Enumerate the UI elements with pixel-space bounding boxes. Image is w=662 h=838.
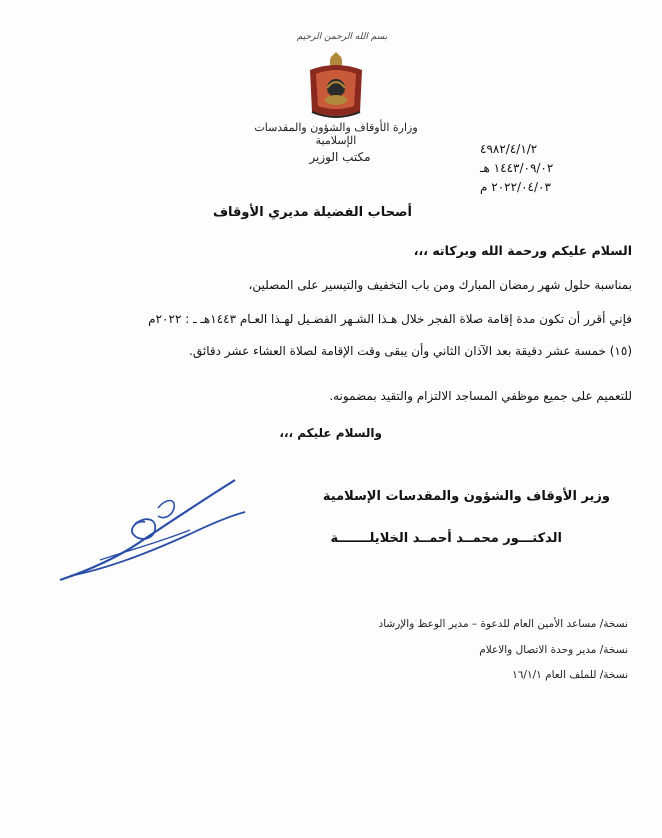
copy-line: نسخة/ للملف العام ١٦/١/١ (512, 669, 628, 681)
hijri-date: ١٤٤٣/٠٩/٠٢ هـ (480, 161, 554, 175)
paragraph-occasion: بمناسبة حلول شهر رمضان المبارك ومن باب التخفيف والتيسير على المصلين، (248, 278, 632, 292)
signatory-name: الدكتـــور محمــد أحمــد الخلايلـــــــة (330, 531, 562, 546)
copy-line: نسخة/ مدير وحدة الاتصال والاعلام (479, 644, 628, 656)
copy-line: نسخة/ مساعد الأمين العام للدعوة – مدير الوعظ والإرشاد (378, 618, 628, 630)
bismillah-header: بسم الله الرحمن الرحيم (296, 32, 388, 42)
paragraph-decision-line2: (١٥) خمسة عشر دقيقة بعد الآذان الثاني وأن يبقى وقت الإقامة لصلاة العشاء عشر دقائق. (189, 344, 632, 358)
closing-salutation: والسلام عليكم ،،، (279, 426, 382, 440)
greeting: السلام عليكم ورحمة الله وبركاته ،،، (413, 243, 632, 258)
paragraph-decision-line1: فإني أقرر أن تكون مدة إقامة صلاة الفجر خلال هـذا الشـهر الفضـيل لهـذا العـام ١٤٤٣هـ ـ : ٢٠٢٢م (148, 312, 632, 326)
handwritten-signature (40, 472, 260, 587)
addressee: أصحاب الفضيلة مديري الأوقاف (212, 205, 412, 220)
jordan-coat-of-arms-icon (300, 48, 372, 122)
reference-block (480, 140, 580, 197)
ministry-name: وزارة الأوقاف والشؤون والمقدسات الإسلامية (254, 121, 418, 147)
office-name: مكتب الوزير (309, 150, 371, 164)
gregorian-date: ٢٠٢٢/٠٤/٠٣ م (480, 180, 551, 194)
reference-number: ٤٩٨٢/٤/١/٢ (480, 142, 538, 156)
paragraph-circulation: للتعميم على جميع موظفي المساجد الالتزام والتقيد بمضمونه. (329, 389, 632, 403)
signatory-title: وزير الأوقاف والشؤون والمقدسات الإسلامية (322, 489, 610, 504)
